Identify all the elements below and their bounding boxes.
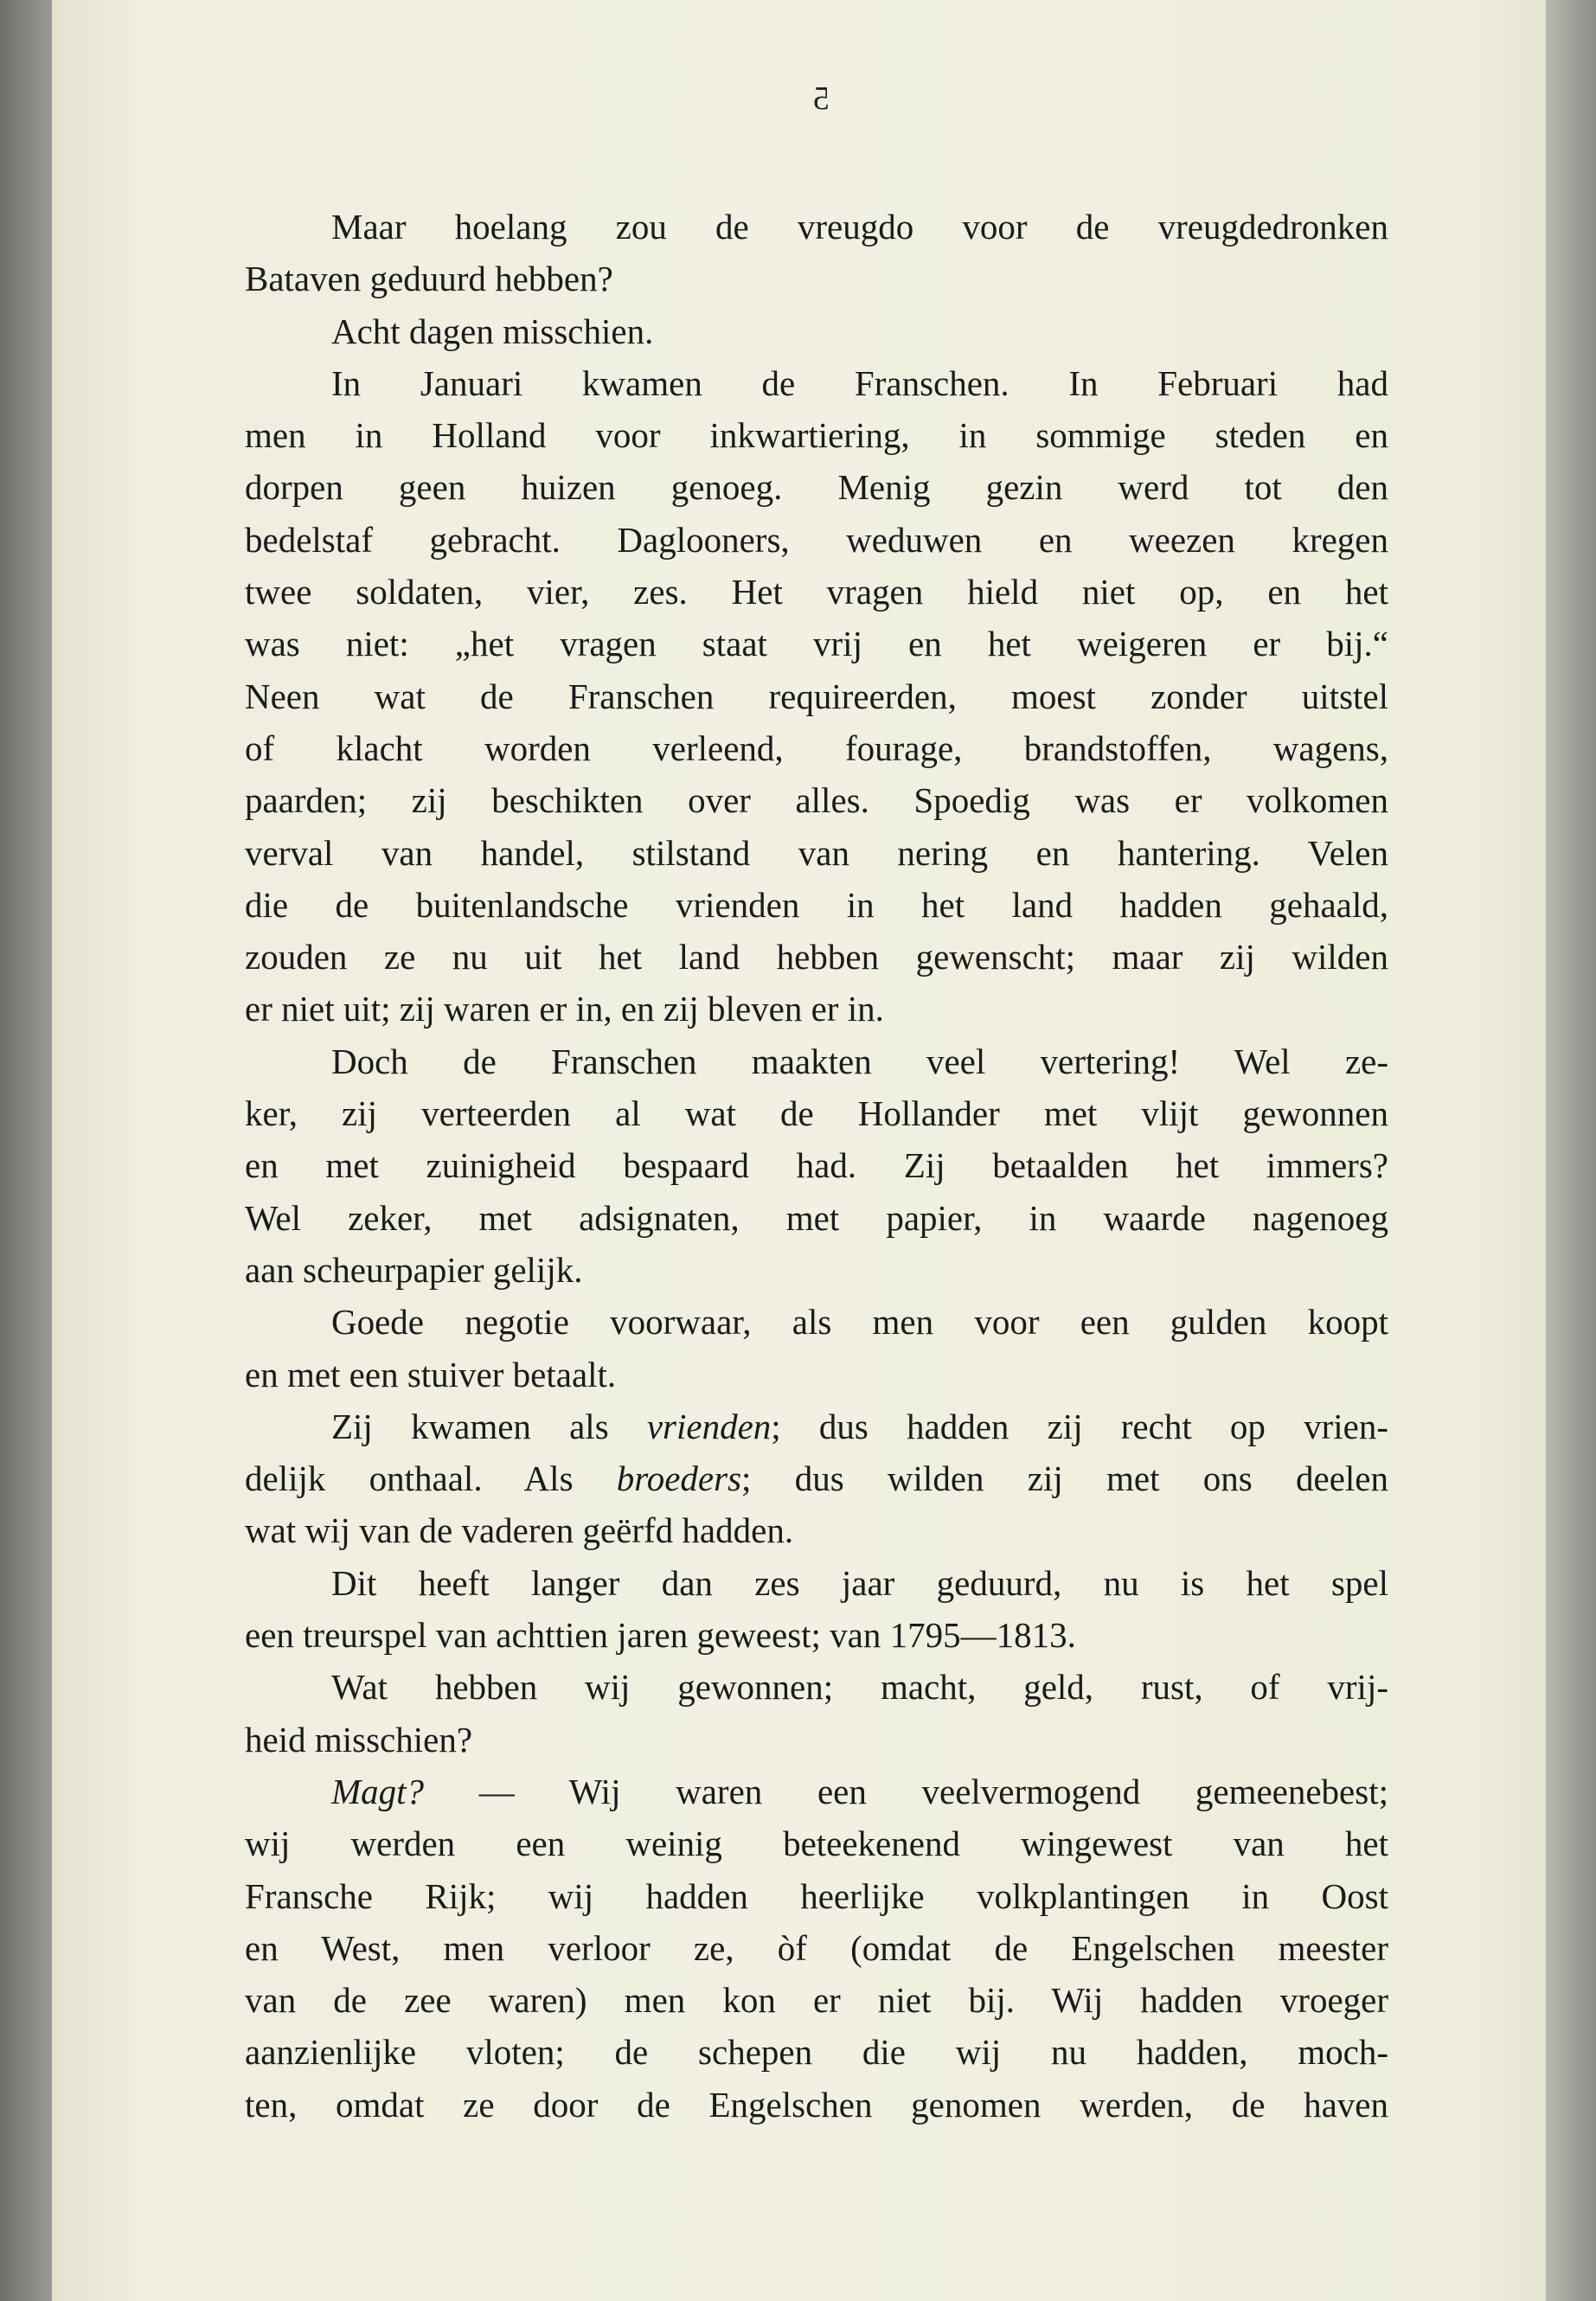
text-line bbox=[245, 201, 1388, 253]
text-line bbox=[245, 253, 1388, 304]
text-line bbox=[245, 774, 1388, 826]
text-segment: aanzienlijke vloten; de schepen die wij nu hadden, moch- bbox=[245, 2032, 1388, 2073]
text-segment: ker, zij verteerden al wat de Hollander met vlijt gewonnen bbox=[245, 1093, 1388, 1134]
text-segment: een treurspel van achttien jaren geweest; van 1795—1813. bbox=[245, 1615, 1076, 1656]
text-line bbox=[245, 409, 1388, 461]
text-segment: verval van handel, stilstand van nering en hantering. Velen bbox=[245, 832, 1388, 873]
italic-text: Magt? bbox=[331, 1771, 425, 1811]
text-segment: Neen wat de Franschen requireerden, moest zonder uitstel bbox=[245, 676, 1388, 716]
text-line bbox=[245, 1974, 1388, 2026]
text-segment: en met zuinigheid bespaard had. Zij betaalden het immers? bbox=[245, 1145, 1388, 1186]
text-segment: Zij kwamen als bbox=[331, 1406, 647, 1446]
text-line bbox=[245, 1296, 1388, 1348]
text-segment: Fransche Rijk; wij hadden heerlijke volkplantingen in Oost bbox=[245, 1875, 1388, 1916]
text-line bbox=[245, 1766, 1388, 1817]
text-line bbox=[245, 305, 1388, 357]
text-line bbox=[245, 566, 1388, 618]
text-line bbox=[245, 1192, 1388, 1244]
text-segment: wij werden een weinig beteekenend wingewest van het bbox=[245, 1823, 1388, 1864]
text-line bbox=[245, 1922, 1388, 1974]
text-segment: paarden; zij beschikten over alles. Spoedig was er volkomen bbox=[245, 780, 1388, 821]
text-line bbox=[245, 722, 1388, 774]
text-segment: bedelstaf gebracht. Daglooners, weduwen en weezen kregen bbox=[245, 519, 1388, 560]
text-line bbox=[245, 1557, 1388, 1609]
text-segment: aan scheurpapier gelijk. bbox=[245, 1249, 583, 1290]
text-line bbox=[245, 1349, 1388, 1400]
text-segment: Bataven geduurd hebben? bbox=[245, 259, 613, 299]
text-segment: er niet uit; zij waren er in, en zij bleven er in. bbox=[245, 989, 884, 1029]
text-segment: twee soldaten, vier, zes. Het vragen hield niet op, en het bbox=[245, 572, 1388, 612]
text-line bbox=[245, 461, 1388, 513]
text-line bbox=[245, 1035, 1388, 1087]
text-line bbox=[245, 1244, 1388, 1296]
text-segment: van de zee waren) men kon er niet bij. Wij hadden vroeger bbox=[245, 1980, 1388, 2021]
text-line bbox=[245, 2026, 1388, 2078]
text-segment: Dit heeft langer dan zes jaar geduurd, nu is het spel bbox=[331, 1562, 1388, 1603]
text-line bbox=[245, 514, 1388, 566]
text-line bbox=[245, 1817, 1388, 1869]
text-segment: ten, omdat ze door de Engelschen genomen werden, de haven bbox=[245, 2084, 1388, 2125]
text-segment: was niet: „het vragen staat vrij en het weigeren er bij.“ bbox=[245, 624, 1388, 664]
text-line bbox=[245, 1400, 1388, 1452]
text-segment: wat wij van de vaderen geërfd hadden. bbox=[245, 1510, 794, 1551]
text-line bbox=[245, 618, 1388, 670]
text-line bbox=[245, 827, 1388, 879]
text-line bbox=[245, 670, 1388, 722]
text-line bbox=[245, 1139, 1388, 1191]
text-segment: Wel zeker, met adsignaten, met papier, in waarde nagenoeg bbox=[245, 1197, 1388, 1238]
text-segment: men in Holland voor inkwartiering, in sommige steden en bbox=[245, 415, 1388, 456]
text-line bbox=[245, 1714, 1388, 1766]
text-segment: of klacht worden verleend, fourage, brandstoffen, wagens, bbox=[245, 727, 1388, 768]
text-line bbox=[245, 931, 1388, 983]
text-segment: ; dus hadden zij recht op vrien- bbox=[771, 1406, 1388, 1446]
text-segment: Maar hoelang zou de vreugdo voor de vreugdedronken bbox=[331, 207, 1388, 247]
text-segment: Acht dagen misschien. bbox=[331, 311, 654, 351]
text-segment: Goede negotie voorwaar, als men voor een gulden koopt bbox=[331, 1302, 1388, 1343]
text-segment: zouden ze nu uit het land hebben gewenscht; maar zij wilden bbox=[245, 937, 1388, 977]
text-line bbox=[245, 2079, 1388, 2131]
text-segment: en West, men verloor ze, òf (omdat de Engelschen meester bbox=[245, 1927, 1388, 1968]
text-segment: dorpen geen huizen genoeg. Menig gezin werd tot den bbox=[245, 467, 1388, 508]
text-segment: en met een stuiver betaalt. bbox=[245, 1354, 617, 1394]
text-segment: Doch de Franschen maakten veel vertering! Wel ze- bbox=[331, 1041, 1388, 1081]
text-line bbox=[245, 983, 1388, 1035]
text-line bbox=[245, 879, 1388, 931]
text-line bbox=[245, 1087, 1388, 1139]
text-segment: delijk onthaal. Als bbox=[245, 1458, 617, 1499]
italic-text: broeders bbox=[616, 1458, 742, 1499]
text-segment: Wat hebben wij gewonnen; macht, geld, rust, of vrij- bbox=[331, 1667, 1388, 1708]
text-segment: ; dus wilden zij met ons deelen bbox=[741, 1458, 1388, 1499]
text-segment: In Januari kwamen de Franschen. In Februari had bbox=[331, 362, 1388, 403]
text-segment: heid misschien? bbox=[245, 1719, 473, 1759]
text-line bbox=[245, 1609, 1388, 1661]
text-line bbox=[245, 1504, 1388, 1556]
text-line bbox=[245, 1452, 1388, 1504]
text-segment: die de buitenlandsche vrienden in het land hadden gehaald, bbox=[245, 884, 1388, 925]
text-line bbox=[245, 1870, 1388, 1922]
scan-right-edge bbox=[1546, 0, 1596, 2301]
page-number: 5 bbox=[813, 80, 830, 117]
text-segment: — Wij waren een veelvermogend gemeenebest; bbox=[424, 1771, 1388, 1811]
body-text bbox=[245, 201, 1388, 2131]
italic-text: vrienden bbox=[646, 1406, 772, 1446]
text-line bbox=[245, 1661, 1388, 1713]
scan-left-edge bbox=[0, 0, 52, 2301]
text-line bbox=[245, 357, 1388, 409]
